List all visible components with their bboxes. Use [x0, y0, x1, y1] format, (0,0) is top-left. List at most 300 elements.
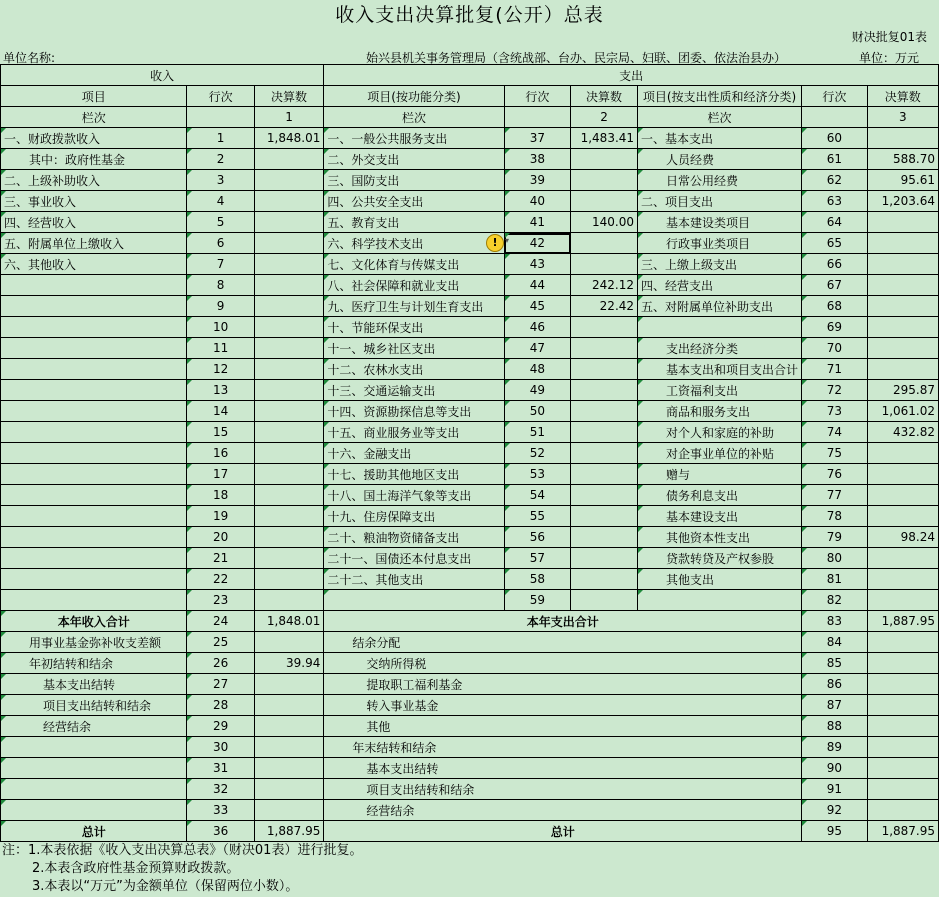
table-row — [1, 590, 939, 611]
summary-amount[interactable] — [867, 800, 938, 821]
expense-nature-amount[interactable] — [867, 569, 938, 590]
expense-nature-amount[interactable] — [867, 443, 938, 464]
income-amount[interactable] — [254, 359, 324, 380]
row-number[interactable]: 70 — [802, 338, 868, 359]
income-amount[interactable] — [254, 233, 324, 254]
summary-item[interactable] — [1, 779, 187, 800]
summary-item[interactable]: 结余分配 — [324, 632, 802, 653]
table-row — [1, 632, 939, 653]
expense-nature-amount[interactable]: 1,203.64 — [867, 191, 938, 212]
income-item[interactable]: 一、财政拨款收入 — [1, 128, 187, 149]
row-number[interactable]: 72 — [802, 380, 868, 401]
column-header: 项目(按支出性质和经济分类) — [638, 86, 802, 107]
row-number[interactable]: 85 — [802, 653, 868, 674]
income-item[interactable]: 四、经营收入 — [1, 212, 187, 233]
expense-func-amount[interactable] — [571, 191, 638, 212]
row-number[interactable]: 55 — [504, 506, 570, 527]
expense-func-amount[interactable] — [571, 590, 638, 611]
summary-amount[interactable] — [254, 737, 324, 758]
expense-nature-item[interactable]: 其他支出 — [638, 569, 802, 590]
row-number[interactable]: 82 — [802, 590, 868, 611]
row-number[interactable]: 3 — [187, 170, 254, 191]
summary-amount[interactable] — [254, 716, 324, 737]
row-number[interactable]: 69 — [802, 317, 868, 338]
row-number[interactable]: 80 — [802, 548, 868, 569]
income-item[interactable] — [1, 485, 187, 506]
expense-func-item[interactable]: 十四、资源勘探信息等支出 — [324, 401, 504, 422]
column-header: 决算数 — [867, 86, 938, 107]
expense-nature-item[interactable]: 对个人和家庭的补助 — [638, 422, 802, 443]
expense-func-item[interactable]: 二、外交支出 — [324, 149, 504, 170]
expense-func-item[interactable]: 十三、交通运输支出 — [324, 380, 504, 401]
expense-func-item[interactable]: 九、医疗卫生与计划生育支出 — [324, 296, 504, 317]
summary-amount[interactable] — [867, 758, 938, 779]
expense-nature-item[interactable] — [638, 317, 802, 338]
expense-func-amount[interactable]: 1,483.41 — [571, 128, 638, 149]
expense-nature-amount[interactable]: 1,061.02 — [867, 401, 938, 422]
income-amount[interactable] — [254, 212, 324, 233]
expense-nature-amount[interactable] — [867, 212, 938, 233]
row-number[interactable]: 79 — [802, 527, 868, 548]
row-number[interactable]: 54 — [504, 485, 570, 506]
row-number[interactable]: 16 — [187, 443, 254, 464]
expense-func-amount[interactable] — [571, 569, 638, 590]
row-number[interactable]: 33 — [187, 800, 254, 821]
summary-amount[interactable]: 1,848.01 — [254, 611, 324, 632]
row-number[interactable]: 50 — [504, 401, 570, 422]
column-label: 栏次 — [1, 107, 187, 128]
income-item[interactable] — [1, 359, 187, 380]
row-number[interactable]: 29 — [187, 716, 254, 737]
income-amount[interactable] — [254, 485, 324, 506]
expense-func-amount[interactable] — [571, 548, 638, 569]
row-number[interactable]: 40 — [504, 191, 570, 212]
row-number[interactable]: 83 — [802, 611, 868, 632]
summary-amount[interactable] — [867, 674, 938, 695]
expense-nature-item[interactable]: 人员经费 — [638, 149, 802, 170]
expense-func-item[interactable]: 二十一、国债还本付息支出 — [324, 548, 504, 569]
total-label[interactable]: 本年支出合计 — [324, 611, 802, 632]
summary-item[interactable]: 提取职工福利基金 — [324, 674, 802, 695]
row-number[interactable]: 88 — [802, 716, 868, 737]
row-number[interactable]: 44 — [504, 275, 570, 296]
expense-nature-amount[interactable]: 98.24 — [867, 527, 938, 548]
expense-func-amount[interactable]: 242.12 — [571, 275, 638, 296]
row-number[interactable]: 52 — [504, 443, 570, 464]
summary-item[interactable] — [1, 737, 187, 758]
expense-nature-amount[interactable] — [867, 254, 938, 275]
summary-item[interactable]: 其他 — [324, 716, 802, 737]
row-number[interactable]: 81 — [802, 569, 868, 590]
expense-func-amount[interactable] — [571, 464, 638, 485]
expense-func-item[interactable]: 一、一般公共服务支出 — [324, 128, 504, 149]
expense-nature-amount[interactable]: 95.61 — [867, 170, 938, 191]
footnote: 注：1.本表依据《收入支出决算总表》（财决01表）进行批复。 — [2, 843, 363, 858]
expense-nature-amount[interactable] — [867, 464, 938, 485]
row-number[interactable]: 18 — [187, 485, 254, 506]
summary-item[interactable]: 年初结转和结余 — [1, 653, 187, 674]
summary-item[interactable]: 基本支出结转 — [324, 758, 802, 779]
income-item[interactable] — [1, 401, 187, 422]
expense-nature-amount[interactable] — [867, 317, 938, 338]
expense-func-item[interactable]: 三、国防支出 — [324, 170, 504, 191]
row-number[interactable]: 49 — [504, 380, 570, 401]
row-number[interactable]: 78 — [802, 506, 868, 527]
income-amount[interactable] — [254, 338, 324, 359]
row-number[interactable]: 10 — [187, 317, 254, 338]
summary-item[interactable] — [1, 758, 187, 779]
expense-func-amount[interactable] — [571, 422, 638, 443]
income-item[interactable] — [1, 275, 187, 296]
row-number[interactable]: 84 — [802, 632, 868, 653]
row-number[interactable]: 45 — [504, 296, 570, 317]
expense-nature-item[interactable]: 行政事业类项目 — [638, 233, 802, 254]
row-number[interactable]: 14 — [187, 401, 254, 422]
expense-nature-item[interactable]: 对企事业单位的补贴 — [638, 443, 802, 464]
row-number[interactable]: 75 — [802, 443, 868, 464]
column-label — [504, 107, 570, 128]
summary-item[interactable]: 经营结余 — [324, 800, 802, 821]
expense-nature-item[interactable]: 五、对附属单位补助支出 — [638, 296, 802, 317]
income-item[interactable] — [1, 527, 187, 548]
row-number[interactable]: 27 — [187, 674, 254, 695]
warning-icon[interactable]: ! — [486, 234, 504, 252]
row-number[interactable]: 42 — [504, 233, 570, 254]
income-amount[interactable] — [254, 569, 324, 590]
row-number[interactable]: 17 — [187, 464, 254, 485]
row-number[interactable]: 31 — [187, 758, 254, 779]
table-row — [1, 527, 939, 548]
summary-item[interactable]: 年末结转和结余 — [324, 737, 802, 758]
expense-nature-amount[interactable] — [867, 296, 938, 317]
summary-amount[interactable] — [867, 716, 938, 737]
income-amount[interactable] — [254, 590, 324, 611]
income-amount[interactable] — [254, 548, 324, 569]
row-number[interactable]: 89 — [802, 737, 868, 758]
income-amount[interactable] — [254, 464, 324, 485]
income-amount[interactable] — [254, 506, 324, 527]
column-header: 行次 — [802, 86, 868, 107]
row-number[interactable]: 13 — [187, 380, 254, 401]
row-number[interactable]: 19 — [187, 506, 254, 527]
row-number[interactable]: 60 — [802, 128, 868, 149]
income-amount[interactable]: 1,848.01 — [254, 128, 324, 149]
table-row — [1, 674, 939, 695]
row-number[interactable]: 57 — [504, 548, 570, 569]
income-item[interactable]: 三、事业收入 — [1, 191, 187, 212]
expense-nature-item[interactable]: 工资福利支出 — [638, 380, 802, 401]
expense-func-amount[interactable] — [571, 317, 638, 338]
expense-nature-amount[interactable] — [867, 548, 938, 569]
row-number[interactable]: 67 — [802, 275, 868, 296]
expense-func-amount[interactable] — [571, 443, 638, 464]
expense-nature-amount[interactable] — [867, 338, 938, 359]
table-row — [1, 569, 939, 590]
expense-func-item[interactable] — [324, 590, 504, 611]
expense-nature-amount[interactable]: 588.70 — [867, 149, 938, 170]
expense-nature-item[interactable]: 支出经济分类 — [638, 338, 802, 359]
row-number[interactable]: 48 — [504, 359, 570, 380]
table-row — [1, 695, 939, 716]
income-amount[interactable] — [254, 275, 324, 296]
income-amount[interactable] — [254, 296, 324, 317]
income-item[interactable] — [1, 317, 187, 338]
column-label: 栏次 — [324, 107, 504, 128]
summary-amount[interactable] — [867, 737, 938, 758]
summary-item[interactable]: 项目支出结转和结余 — [1, 695, 187, 716]
row-number[interactable]: 95 — [802, 821, 868, 842]
summary-amount[interactable] — [254, 800, 324, 821]
row-number[interactable]: 25 — [187, 632, 254, 653]
summary-amount[interactable]: 1,887.95 — [254, 821, 324, 842]
expense-nature-item[interactable]: 赠与 — [638, 464, 802, 485]
expense-nature-item[interactable]: 基本建设支出 — [638, 506, 802, 527]
column-label: 1 — [254, 107, 324, 128]
row-number[interactable]: 65 — [802, 233, 868, 254]
expense-nature-amount[interactable] — [867, 506, 938, 527]
expense-func-amount[interactable] — [571, 527, 638, 548]
expense-func-amount[interactable] — [571, 380, 638, 401]
summary-amount[interactable]: 39.94 — [254, 653, 324, 674]
table-row — [1, 485, 939, 506]
income-amount[interactable] — [254, 317, 324, 338]
total-label[interactable]: 本年收入合计 — [1, 611, 187, 632]
row-number[interactable]: 11 — [187, 338, 254, 359]
row-number[interactable]: 20 — [187, 527, 254, 548]
expense-func-amount[interactable] — [571, 170, 638, 191]
expense-func-item[interactable]: 十七、援助其他地区支出 — [324, 464, 504, 485]
row-number[interactable]: 4 — [187, 191, 254, 212]
row-number[interactable]: 12 — [187, 359, 254, 380]
row-number[interactable]: 15 — [187, 422, 254, 443]
row-number[interactable]: 71 — [802, 359, 868, 380]
expense-nature-amount[interactable]: 295.87 — [867, 380, 938, 401]
income-item[interactable]: 二、上级补助收入 — [1, 170, 187, 191]
row-number[interactable]: 63 — [802, 191, 868, 212]
expense-nature-amount[interactable] — [867, 128, 938, 149]
expense-func-item[interactable]: 六、科学技术支出 — [324, 233, 504, 254]
income-item[interactable] — [1, 338, 187, 359]
income-item[interactable] — [1, 590, 187, 611]
row-number[interactable]: 6 — [187, 233, 254, 254]
expense-nature-item[interactable]: 日常公用经费 — [638, 170, 802, 191]
row-number[interactable]: 46 — [504, 317, 570, 338]
income-amount[interactable] — [254, 422, 324, 443]
row-number[interactable]: 90 — [802, 758, 868, 779]
row-number[interactable]: 62 — [802, 170, 868, 191]
expense-nature-item[interactable]: 债务利息支出 — [638, 485, 802, 506]
income-amount[interactable] — [254, 401, 324, 422]
expense-nature-amount[interactable]: 432.82 — [867, 422, 938, 443]
expense-nature-amount[interactable] — [867, 359, 938, 380]
table-row — [1, 716, 939, 737]
row-number[interactable]: 53 — [504, 464, 570, 485]
row-number[interactable]: 22 — [187, 569, 254, 590]
summary-amount[interactable]: 1,887.95 — [867, 611, 938, 632]
income-amount[interactable] — [254, 380, 324, 401]
income-amount[interactable] — [254, 527, 324, 548]
row-number[interactable]: 58 — [504, 569, 570, 590]
expense-nature-item[interactable]: 基本建设类项目 — [638, 212, 802, 233]
income-amount[interactable] — [254, 149, 324, 170]
row-number[interactable]: 38 — [504, 149, 570, 170]
row-number[interactable]: 8 — [187, 275, 254, 296]
expense-func-amount[interactable] — [571, 338, 638, 359]
expense-nature-item[interactable]: 二、项目支出 — [638, 191, 802, 212]
summary-amount[interactable] — [254, 674, 324, 695]
income-item[interactable] — [1, 443, 187, 464]
expense-func-amount[interactable] — [571, 359, 638, 380]
row-number[interactable]: 5 — [187, 212, 254, 233]
expense-func-amount[interactable] — [571, 233, 638, 254]
expense-func-amount[interactable] — [571, 401, 638, 422]
row-number[interactable]: 7 — [187, 254, 254, 275]
total-label[interactable]: 总计 — [1, 821, 187, 842]
expense-nature-item[interactable]: 四、经营支出 — [638, 275, 802, 296]
expense-nature-item[interactable]: 商品和服务支出 — [638, 401, 802, 422]
income-item[interactable] — [1, 380, 187, 401]
column-label — [187, 107, 254, 128]
row-number[interactable]: 32 — [187, 779, 254, 800]
row-number[interactable]: 73 — [802, 401, 868, 422]
row-number[interactable]: 43 — [504, 254, 570, 275]
row-number[interactable]: 30 — [187, 737, 254, 758]
expense-func-item[interactable]: 十二、农林水支出 — [324, 359, 504, 380]
row-number[interactable]: 37 — [504, 128, 570, 149]
row-number[interactable]: 2 — [187, 149, 254, 170]
expense-func-amount[interactable] — [571, 149, 638, 170]
income-item[interactable]: 六、其他收入 — [1, 254, 187, 275]
income-item[interactable] — [1, 464, 187, 485]
expense-func-item[interactable]: 十六、金融支出 — [324, 443, 504, 464]
section-header-income: 收入 — [1, 65, 324, 86]
row-number[interactable]: 39 — [504, 170, 570, 191]
row-number[interactable]: 77 — [802, 485, 868, 506]
expense-func-amount[interactable]: 22.42 — [571, 296, 638, 317]
summary-item[interactable]: 基本支出结转 — [1, 674, 187, 695]
row-number[interactable]: 76 — [802, 464, 868, 485]
expense-func-item[interactable]: 八、社会保障和就业支出 — [324, 275, 504, 296]
expense-func-amount[interactable] — [571, 506, 638, 527]
summary-item[interactable] — [1, 800, 187, 821]
summary-amount[interactable] — [867, 779, 938, 800]
row-number[interactable]: 28 — [187, 695, 254, 716]
total-label[interactable]: 总计 — [324, 821, 802, 842]
table-row — [1, 758, 939, 779]
summary-amount[interactable] — [254, 758, 324, 779]
row-number[interactable]: 86 — [802, 674, 868, 695]
expense-nature-amount[interactable] — [867, 233, 938, 254]
income-item[interactable]: 其中：政府性基金 — [1, 149, 187, 170]
income-item[interactable] — [1, 296, 187, 317]
income-amount[interactable] — [254, 443, 324, 464]
row-number[interactable]: 59 — [504, 590, 570, 611]
row-number[interactable]: 23 — [187, 590, 254, 611]
column-label: 3 — [867, 107, 938, 128]
table-row — [1, 254, 939, 275]
row-number[interactable]: 56 — [504, 527, 570, 548]
summary-amount[interactable]: 1,887.95 — [867, 821, 938, 842]
expense-func-item[interactable]: 十九、住房保障支出 — [324, 506, 504, 527]
row-number[interactable]: 91 — [802, 779, 868, 800]
expense-nature-item[interactable] — [638, 590, 802, 611]
summary-amount[interactable] — [867, 632, 938, 653]
expense-nature-amount[interactable] — [867, 485, 938, 506]
row-number[interactable]: 87 — [802, 695, 868, 716]
expense-nature-item[interactable]: 基本支出和项目支出合计 — [638, 359, 802, 380]
expense-func-item[interactable]: 二十二、其他支出 — [324, 569, 504, 590]
row-number[interactable]: 36 — [187, 821, 254, 842]
row-number[interactable]: 47 — [504, 338, 570, 359]
income-amount[interactable] — [254, 170, 324, 191]
expense-func-item[interactable]: 十八、国土海洋气象等支出 — [324, 485, 504, 506]
expense-nature-item[interactable]: 一、基本支出 — [638, 128, 802, 149]
expense-func-item[interactable]: 四、公共安全支出 — [324, 191, 504, 212]
summary-amount[interactable] — [867, 653, 938, 674]
row-number[interactable]: 24 — [187, 611, 254, 632]
row-number[interactable]: 26 — [187, 653, 254, 674]
income-item[interactable] — [1, 506, 187, 527]
expense-func-item[interactable]: 二十、粮油物资储备支出 — [324, 527, 504, 548]
row-number[interactable]: 66 — [802, 254, 868, 275]
summary-item[interactable]: 转入事业基金 — [324, 695, 802, 716]
chevron-down-icon[interactable]: ▾ — [505, 236, 510, 245]
summary-amount[interactable] — [867, 695, 938, 716]
expense-func-item[interactable]: 七、文化体育与传媒支出 — [324, 254, 504, 275]
row-number[interactable]: 64 — [802, 212, 868, 233]
summary-table[interactable] — [0, 64, 939, 842]
column-header: 项目(按功能分类) — [324, 86, 504, 107]
row-number[interactable]: 92 — [802, 800, 868, 821]
summary-item[interactable]: 交纳所得税 — [324, 653, 802, 674]
row-number[interactable]: 74 — [802, 422, 868, 443]
expense-func-amount[interactable] — [571, 485, 638, 506]
summary-amount[interactable] — [254, 632, 324, 653]
table-row — [1, 191, 939, 212]
income-amount[interactable] — [254, 191, 324, 212]
expense-func-item[interactable]: 十五、商业服务业等支出 — [324, 422, 504, 443]
expense-nature-item[interactable]: 其他资本性支出 — [638, 527, 802, 548]
expense-func-amount[interactable]: 140.00 — [571, 212, 638, 233]
summary-amount[interactable] — [254, 779, 324, 800]
expense-nature-item[interactable]: 三、上缴上级支出 — [638, 254, 802, 275]
summary-amount[interactable] — [254, 695, 324, 716]
income-item[interactable] — [1, 422, 187, 443]
row-number[interactable]: 41 — [504, 212, 570, 233]
expense-nature-amount[interactable] — [867, 275, 938, 296]
summary-item[interactable]: 项目支出结转和结余 — [324, 779, 802, 800]
income-item[interactable] — [1, 569, 187, 590]
row-number[interactable]: 68 — [802, 296, 868, 317]
income-item[interactable] — [1, 548, 187, 569]
expense-nature-amount[interactable] — [867, 590, 938, 611]
expense-nature-item[interactable]: 贷款转贷及产权参股 — [638, 548, 802, 569]
row-number[interactable]: 21 — [187, 548, 254, 569]
expense-func-item[interactable]: 十、节能环保支出 — [324, 317, 504, 338]
expense-func-item[interactable]: 五、教育支出 — [324, 212, 504, 233]
expense-func-item[interactable]: 十一、城乡社区支出 — [324, 338, 504, 359]
income-item[interactable]: 五、附属单位上缴收入 — [1, 233, 187, 254]
row-number[interactable]: 51 — [504, 422, 570, 443]
summary-item[interactable]: 用事业基金弥补收支差额 — [1, 632, 187, 653]
column-label: 2 — [571, 107, 638, 128]
row-number[interactable]: 9 — [187, 296, 254, 317]
income-amount[interactable] — [254, 254, 324, 275]
row-number[interactable]: 1 — [187, 128, 254, 149]
expense-func-amount[interactable] — [571, 254, 638, 275]
row-number[interactable]: 61 — [802, 149, 868, 170]
summary-item[interactable]: 经营结余 — [1, 716, 187, 737]
